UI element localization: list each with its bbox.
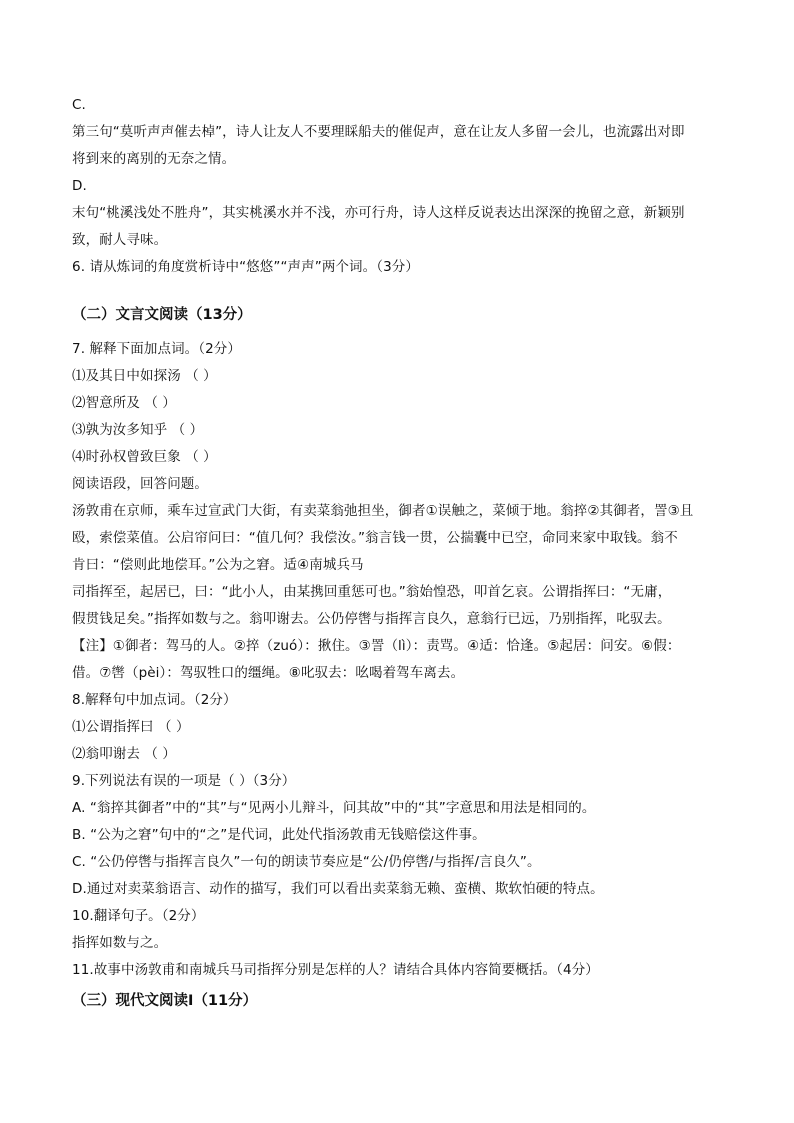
question-7: 7. 解释下面加点词。（2分） — [72, 341, 242, 357]
question-7-item-4: ⑷时孙权曾致巨象 （ ） — [72, 449, 217, 465]
question-8-item-1: ⑴公谓指挥曰 （ ） — [72, 719, 190, 735]
question-10-sentence: 指挥如数与之。 — [72, 935, 168, 951]
option-d-text-line-1: 末句“桃溪浅处不胜舟”，其实桃溪水并不浅，亦可行舟，诗人这样反说表达出深深的挽留之意，新颖别 — [72, 205, 685, 221]
document-body — [72, 92, 722, 1015]
passage-line-4: 司指挥至，起居已，曰：“此小人，由某携回重惩可也。”翁始惶恐，叩首乞哀。公谓指挥曰：“无庸， — [72, 584, 672, 600]
option-d-label: D. — [72, 178, 87, 194]
passage-line-2: 殴，索偿菜值。公启帘问曰：“值几何？我偿汝。”翁言钱一贯，公揣囊中已空，命同来家中取钱。翁不 — [72, 530, 678, 546]
section-2-heading: （二）文言文阅读（13分） — [72, 307, 252, 323]
passage-line-1: 汤敦甫在京师，乘车过宣武门大街，有卖菜翁弛担坐，御者①误触之，菜倾于地。翁捽②其御者，詈③且 — [72, 503, 694, 519]
question-9-option-d: D.通过对卖菜翁语言、动作的描写，我们可以看出卖菜翁无赖、蛮横、欺软怕硬的特点。 — [72, 881, 604, 897]
reading-instruction: 阅读语段，回答问题。 — [72, 476, 208, 492]
question-9-option-a: A. “翁捽其御者”中的“其”与“见两小儿辩斗，问其故”中的“其”字意思和用法是相同的。 — [72, 800, 596, 816]
option-c-text-line-1: 第三句“莫听声声催去棹”，诗人让友人不要理睬船夫的催促声，意在让友人多留一会儿，也流露出对即 — [72, 124, 685, 140]
question-6: 6. 请从炼词的角度赏析诗中“悠悠”“声声”两个词。（3分） — [72, 259, 419, 275]
section-3-heading: （三）现代文阅读Ⅰ（11分） — [72, 993, 258, 1009]
option-c-label: C. — [72, 97, 86, 113]
passage-line-5: 假贯钱足矣。”指挥如数与之。翁叩谢去。公仍停辔与指挥言良久，意翁行已远，乃别指挥，叱驭去。 — [72, 611, 671, 627]
question-7-item-3: ⑶孰为汝多知乎 （ ） — [72, 422, 204, 438]
question-7-item-1: ⑴及其日中如探汤 （ ） — [72, 368, 217, 384]
question-10: 10.翻译句子。（2分） — [72, 908, 205, 924]
passage-line-3: 肯曰：“偿则此地偿耳。”公为之窘。适④南城兵马 — [72, 557, 364, 573]
question-11: 11.故事中汤敦甫和南城兵马司指挥分别是怎样的人？请结合具体内容简要概括。（4分） — [72, 962, 599, 978]
question-9: 9.下列说法有误的一项是（ ）（3分） — [72, 773, 296, 789]
option-c-text-line-2: 将到来的离别的无奈之情。 — [72, 151, 236, 167]
question-9-option-c: C. “公仍停辔与指挥言良久”一句的朗读节奏应是“公/仍停辔/与指挥/言良久”。 — [72, 854, 541, 870]
question-8: 8.解释句中加点词。（2分） — [72, 692, 237, 708]
option-d-text-line-2: 致，耐人寻味。 — [72, 232, 168, 248]
question-9-option-b: B. “公为之窘”句中的“之”是代词，此处代指汤敦甫无钱赔偿这件事。 — [72, 827, 486, 843]
question-7-item-2: ⑵智意所及 （ ） — [72, 395, 176, 411]
notes-line-1: 【注】①御者：驾马的人。②捽（zuó）：揪住。③詈（lì）：责骂。④适：恰逢。⑤起居：问安。⑥假： — [72, 638, 681, 654]
notes-line-2: 借。⑦辔（pèi）：驾驭牲口的缰绳。⑧叱驭去：吆喝着驾车离去。 — [72, 665, 465, 681]
question-8-item-2: ⑵翁叩谢去 （ ） — [72, 746, 176, 762]
